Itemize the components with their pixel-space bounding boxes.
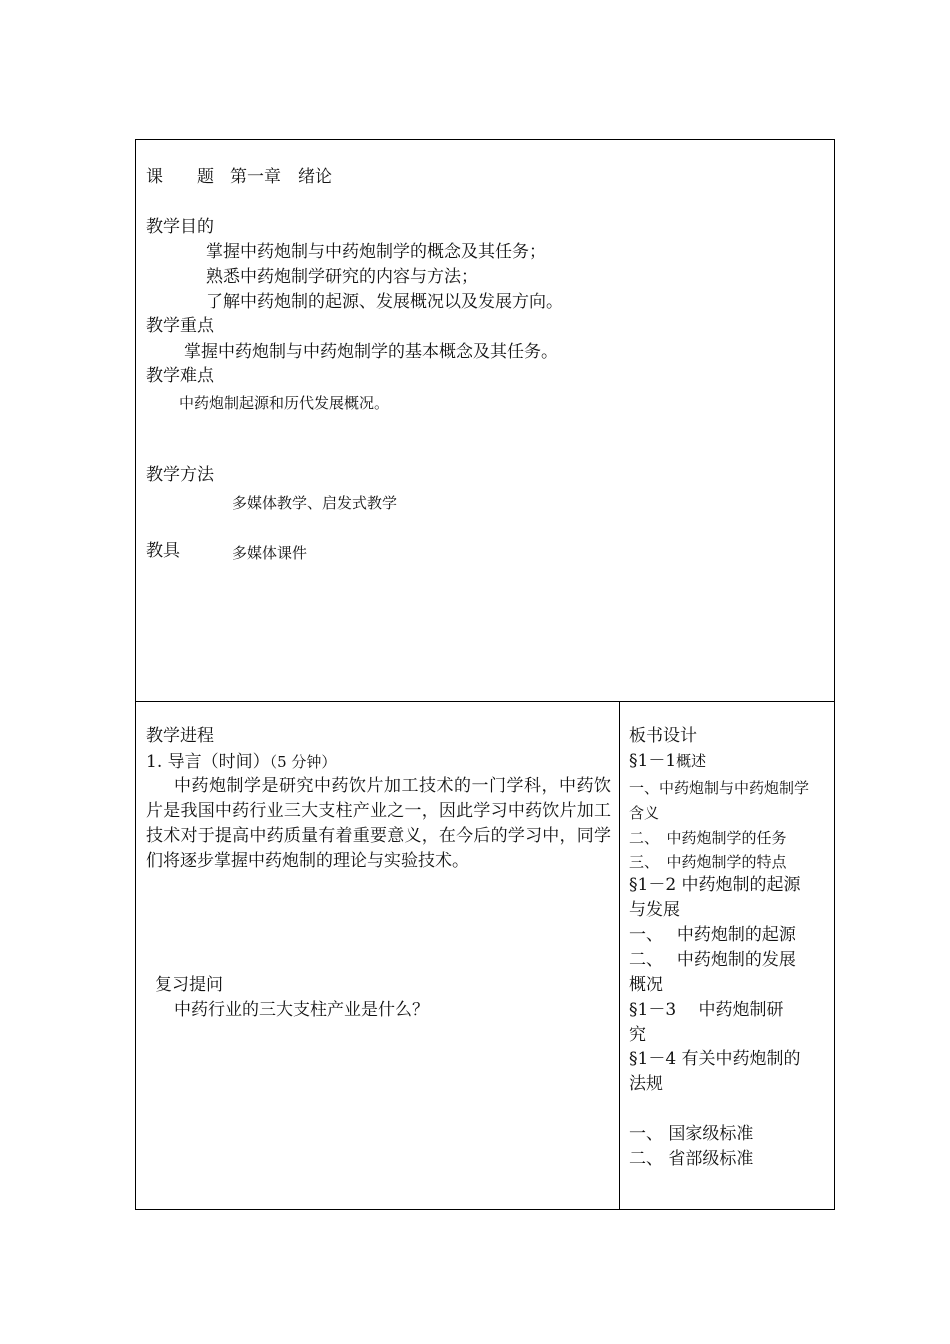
difficulties-text: 中药炮制起源和历代发展概况。 — [179, 394, 390, 412]
intro-time: （5 分钟） — [269, 753, 337, 771]
tools-text: 多媒体课件 — [232, 544, 308, 562]
review-label: 复习提问 — [155, 975, 223, 995]
board-item: 二、 中药炮制的发展 — [629, 950, 796, 970]
board-section-3-cont: 究 — [629, 1025, 646, 1045]
board-section-2: §1－2 中药炮制的起源 — [629, 875, 801, 895]
methods-label: 教学方法 — [146, 465, 214, 485]
intro-heading — [146, 752, 336, 772]
tools-label: 教具 — [146, 541, 180, 561]
board-design-cell — [620, 702, 834, 1209]
intro-paragraph: 中药炮制学是研究中药饮片加工技术的一门学科，中药饮片是我国中药行业三大支柱产业之一，因此学习中药饮片加工技术对于提高中药质量有着重要意义，在今后的学习中，同学们将逐步掌握中药炮制的理论与实验技术。 — [146, 776, 611, 871]
board-item: 一、 国家级标准 — [629, 1124, 754, 1144]
board-section-1-title: 概述 — [676, 752, 707, 770]
topic-label: 课 题 — [146, 167, 214, 187]
board-item: 二、 中药炮制学的任务 — [629, 829, 787, 847]
board-section-3: §1－3 中药炮制研 — [629, 1000, 784, 1020]
board-section-4: §1－4 有关中药炮制的 — [629, 1049, 801, 1069]
board-section-4-cont: 法规 — [629, 1074, 663, 1094]
board-title: 板书设计 — [629, 726, 697, 746]
topic-value: 第一章 绪论 — [230, 167, 332, 187]
objective-item: 了解中药炮制的起源、发展概况以及发展方向。 — [206, 292, 563, 312]
objective-item: 掌握中药炮制与中药炮制学的概念及其任务； — [206, 242, 546, 262]
board-section-2-cont: 与发展 — [629, 900, 680, 920]
objective-item: 熟悉中药炮制学研究的内容与方法； — [206, 267, 478, 287]
lesson-plan-table — [135, 139, 835, 1210]
key-points-text: 掌握中药炮制与中药炮制学的基本概念及其任务。 — [184, 342, 558, 362]
review-question: 中药行业的三大支柱产业是什么？ — [174, 1000, 429, 1020]
board-item: 一、 中药炮制的起源 — [629, 925, 796, 945]
board-item: 一、中药炮制与中药炮制学 — [629, 779, 810, 797]
lesson-info-cell — [136, 140, 834, 702]
process-title: 教学进程 — [146, 726, 214, 746]
board-item-cont: 概况 — [629, 975, 663, 995]
intro-heading-text: 1. 导言（时间） — [146, 752, 270, 772]
board-section-1-num: §1－1 — [629, 751, 677, 771]
board-item: 三、 中药炮制学的特点 — [629, 853, 787, 871]
key-points-label: 教学重点 — [146, 316, 214, 336]
board-section-1 — [629, 751, 706, 771]
methods-text: 多媒体教学、启发式教学 — [232, 494, 398, 512]
board-item: 二、 省部级标准 — [629, 1149, 754, 1169]
board-item: 含义 — [629, 804, 660, 822]
teaching-process-cell — [136, 702, 620, 1209]
objectives-label: 教学目的 — [146, 217, 214, 237]
difficulties-label: 教学难点 — [146, 366, 214, 386]
